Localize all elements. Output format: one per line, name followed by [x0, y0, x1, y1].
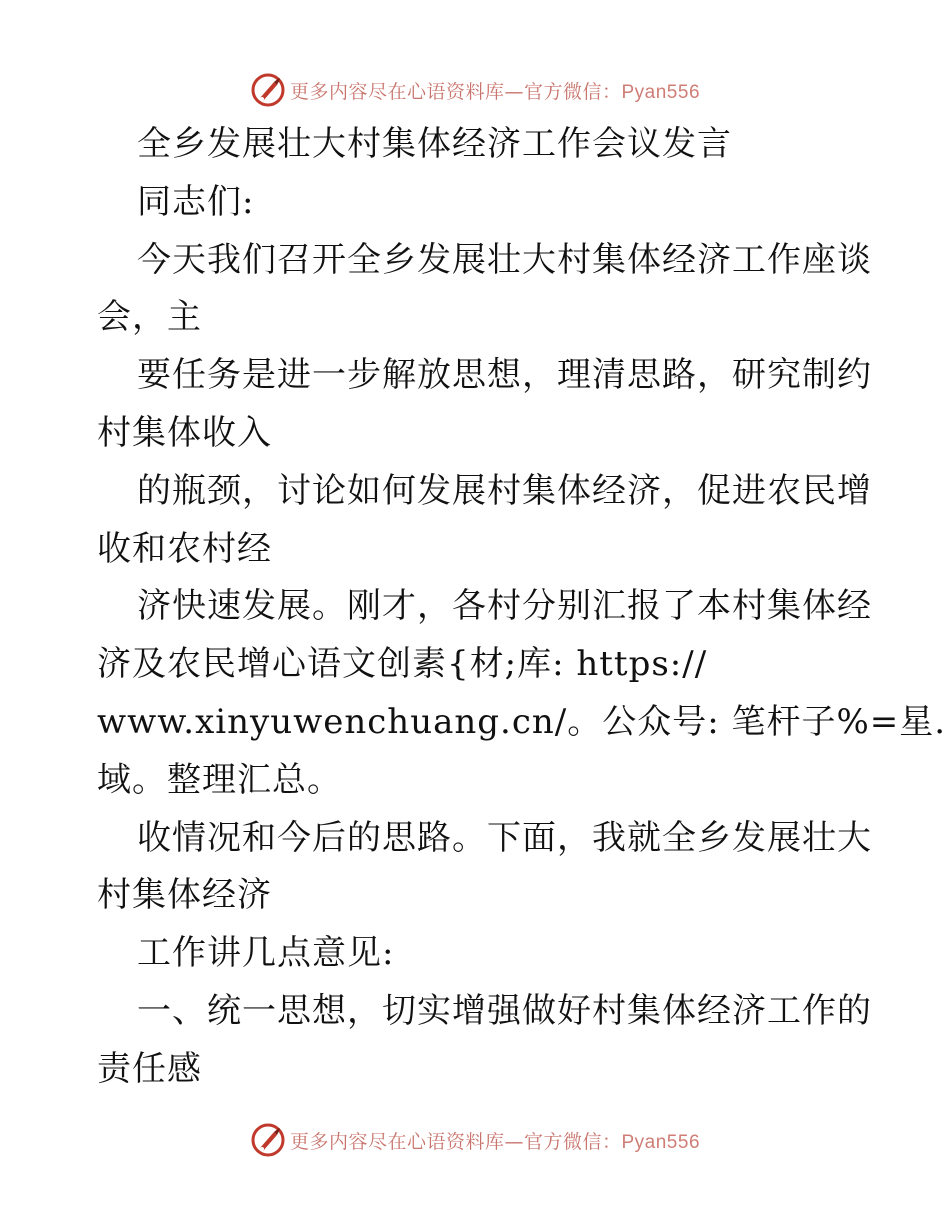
paragraph-line: 收和农村经: [97, 528, 272, 569]
footer-watermark: [0, 1120, 950, 1160]
paragraph-line: 村集体经济: [97, 875, 272, 916]
header-watermark: [0, 70, 950, 110]
paragraph-line: 收情况和今后的思路。下面，我就全乡发展壮大: [137, 817, 872, 858]
paragraph-line: 域。整理汇总。: [97, 759, 342, 800]
paragraph-line: 会，主: [97, 297, 202, 338]
paragraph-line: 济快速发展。刚才，各村分别汇报了本村集体经: [137, 586, 872, 627]
document-body: [97, 116, 947, 1099]
section-heading-continued: 责任感: [97, 1048, 202, 1089]
salutation: 同志们:: [137, 181, 255, 222]
fountain-pen-seal-icon: [250, 72, 286, 108]
paragraph-line: 村集体收入: [97, 412, 272, 453]
fountain-pen-seal-icon: [250, 1122, 286, 1158]
paragraph-line: 今天我们召开全乡发展壮大村集体经济工作座谈: [137, 239, 872, 280]
paragraph-line: 济及农民增心语文创素{材;库: https://: [97, 644, 708, 685]
watermark-text: 更多内容尽在心语资料库—官方微信：Pyan556: [289, 80, 701, 103]
paragraph-line: 的瓶颈，讨论如何发展村集体经济，促进农民增: [137, 470, 872, 511]
paragraph-line: 要任务是进一步解放思想，理清思路，研究制约: [137, 355, 872, 396]
paragraph-line: www.xinyuwenchuang.cn/。公众号: 笔杆子%=星.: [97, 701, 947, 742]
paragraph-line: 工作讲几点意见:: [137, 933, 395, 974]
section-heading: 一、统一思想，切实增强做好村集体经济工作的: [137, 990, 872, 1031]
watermark-text: 更多内容尽在心语资料库—官方微信：Pyan556: [289, 1130, 701, 1153]
document-title: 全乡发展壮大村集体经济工作会议发言: [137, 124, 732, 164]
